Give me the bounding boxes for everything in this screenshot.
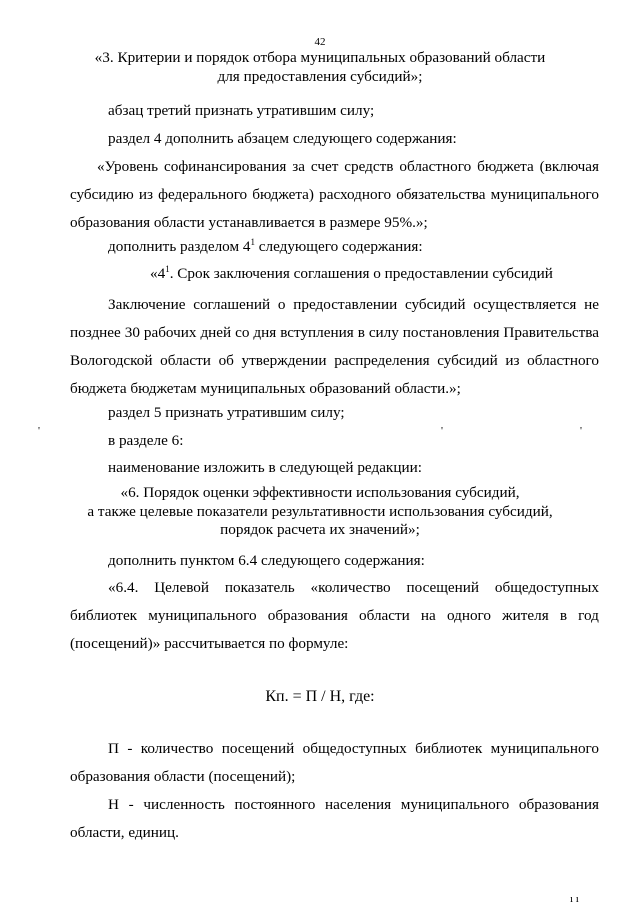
paragraph-N-definition: Н - численность постоянного населения муниципального образования области, единиц. <box>70 796 599 841</box>
p64-word: «количество <box>310 579 391 596</box>
p64-word: общедоступных <box>494 579 599 596</box>
section3-heading-line2: для предоставления субсидий»; <box>217 68 423 85</box>
paragraph-razdel4: раздел 4 дополнить абзацем следующего содержания: <box>108 130 457 147</box>
p64-word: на <box>420 607 436 624</box>
section6-heading <box>0 484 640 540</box>
p64-word: жителя <box>502 607 549 624</box>
section4-1-superscript: 1 <box>165 263 170 274</box>
section4-1-text-after: . Срок заключения соглашения о предоставлении субсидий <box>169 265 553 282</box>
paragraph-zaklyuchenie: Заключение соглашений о предоставлении субсидий осуществляется не позднее 30 рабочих дней со дня вступления в силу постановления Правительства Вологодской области об утверждении распределения субсидий из областного бюджета бюджетам муниципальных образований области.»; <box>70 296 599 397</box>
p64-word: библиотек <box>70 607 138 624</box>
scan-mark: ' <box>580 425 582 437</box>
razdel4-1-superscript: 1 <box>250 236 255 247</box>
paragraph-uroven: «Уровень софинансирования за счет средств областного бюджета (включая субсидию из федерального бюджета) расходного обязательства муниципального образования области устанавливается в размере 95%.»; <box>70 158 599 231</box>
p64-word: области <box>359 607 410 624</box>
paragraph-razdel6: в разделе 6: <box>108 432 184 449</box>
section4-1-text-before: «4 <box>150 265 166 282</box>
p64-word: «6.4. <box>108 579 139 596</box>
paragraph-64-line2 <box>70 602 599 630</box>
paragraph-naimenovanie: наименование изложить в следующей редакции: <box>108 459 422 476</box>
paragraph-punkt64: дополнить пунктом 6.4 следующего содержания: <box>108 552 425 569</box>
paragraph-razdel5: раздел 5 признать утратившим силу; <box>108 404 345 421</box>
paragraph-abz3: абзац третий признать утратившим силу; <box>108 102 375 119</box>
paragraph-64-line1 <box>108 574 599 602</box>
paragraph-P-definition: П - количество посещений общедоступных библиотек муниципального образования области (посещений); <box>70 740 599 785</box>
paragraph-razdel4-1 <box>108 233 423 261</box>
paragraph-64-line3: (посещений)» рассчитывается по формуле: <box>70 635 349 652</box>
scan-mark: ' <box>441 425 443 437</box>
p64-word: муниципального <box>148 607 257 624</box>
p64-word: одного <box>446 607 491 624</box>
razdel4-1-text-after: следующего содержания: <box>254 238 423 255</box>
p64-word: год <box>578 607 599 624</box>
section3-heading <box>0 48 640 86</box>
section6-heading-line3: порядок расчета их значений»; <box>220 521 420 538</box>
p64-word: в <box>559 607 568 624</box>
scan-mark: ' <box>38 425 40 437</box>
p64-word: Целевой <box>154 579 210 596</box>
razdel4-1-text-before: дополнить разделом 4 <box>108 238 251 255</box>
scan-mark: ı ı <box>570 893 579 905</box>
p64-word: показатель <box>224 579 295 596</box>
page-number: 42 <box>314 36 326 48</box>
section3-heading-line1: «3. Критерии и порядок отбора муниципальных образований области <box>94 49 546 66</box>
section6-heading-line2: а также целевые показатели результативности использования субсидий, <box>87 502 553 520</box>
p64-word: посещений <box>406 579 480 596</box>
formula: Кп. = П / Н, где: <box>265 688 375 705</box>
section4-1-heading <box>150 260 553 288</box>
section6-heading-line1: «6. Порядок оценки эффективности использования субсидий, <box>120 484 520 501</box>
p64-word: образования <box>267 607 348 624</box>
